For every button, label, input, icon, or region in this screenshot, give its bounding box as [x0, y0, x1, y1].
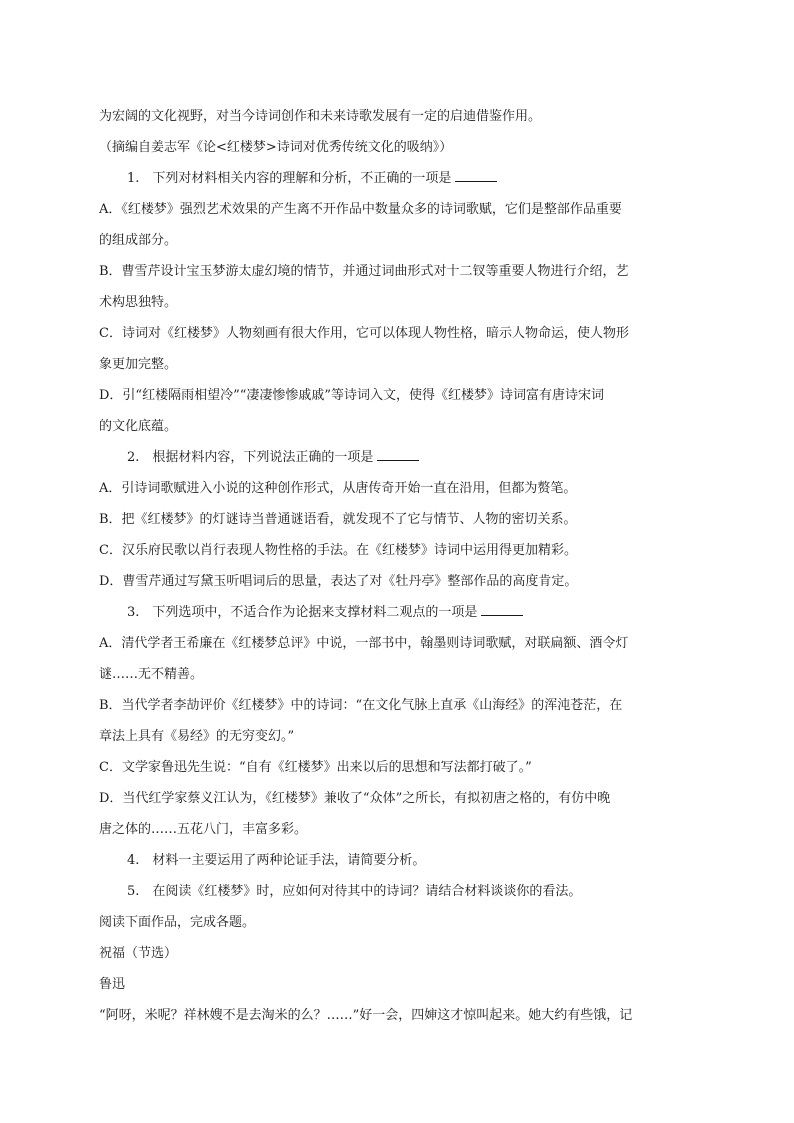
text-line — [99, 132, 695, 163]
line-text: 谜……无不精善。 — [99, 667, 204, 682]
line-text: 祝福（节选） — [99, 946, 178, 961]
answer-blank[interactable] — [455, 169, 497, 182]
line-text: 为宏阔的文化视野，对当今诗词创作和未来诗歌发展有一定的启迪借鉴作用。 — [99, 109, 542, 124]
line-text: 术构思独特。 — [99, 295, 178, 310]
question-line — [99, 876, 695, 907]
line-text: A．《红楼梦》强烈艺术效果的产生离不开作品中数量众多的诗词歌赋，它们是整部作品重要 — [99, 202, 622, 217]
answer-blank[interactable] — [377, 448, 419, 461]
question-line — [99, 163, 695, 194]
line-text: 2. 根据材料内容，下列说法正确的一项是 — [127, 450, 374, 465]
line-text: B．当代学者李劼评价《红楼梦》中的诗词：“在文化气脉上直承《山海经》的浑沌苍茫，在 — [99, 698, 623, 713]
line-text: 的组成部分。 — [99, 233, 178, 248]
line-text: A．引诗词歌赋进入小说的这种创作形式，从唐传奇开始一直在沿用，但都为赘笔。 — [99, 481, 577, 496]
text-line — [99, 938, 695, 969]
text-line — [99, 473, 695, 504]
text-line — [99, 225, 695, 256]
answer-blank[interactable] — [481, 603, 523, 616]
text-line — [99, 380, 695, 411]
question-line — [99, 597, 695, 628]
line-text: （摘编自姜志军《论<红楼梦>诗词对优秀传统文化的吸纳》） — [99, 140, 453, 155]
line-text: C．汉乐府民歌以肖行表现人物性格的手法。在《红楼梦》诗词中运用得更加精彩。 — [99, 543, 577, 558]
question-line — [99, 442, 695, 473]
text-line — [99, 752, 695, 783]
text-line — [99, 287, 695, 318]
text-line — [99, 566, 695, 597]
line-text: 章法上具有《易经》的无穷变幻。” — [99, 729, 295, 744]
line-text: 的文化底蕴。 — [99, 419, 178, 434]
text-line — [99, 814, 695, 845]
line-text: 5. 在阅读《红楼梦》时，应如何对待其中的诗词？请结合材料谈谈你的看法。 — [127, 884, 582, 899]
line-text: 3. 下列选项中，不适合作为论据来支撑材料二观点的一项是 — [127, 605, 478, 620]
document-body — [99, 101, 695, 1031]
line-text: “阿呀，米呢？祥林嫂不是去淘米的么？……”好一会，四婶这才惊叫起来。她大约有些饿，记 — [99, 1008, 633, 1023]
text-line — [99, 504, 695, 535]
line-text: 1. 下列对材料相关内容的理解和分析，不正确的一项是 — [127, 171, 452, 186]
text-line — [99, 101, 695, 132]
line-text: C．诗词对《红楼梦》人物刻画有很大作用，它可以体现人物性格，暗示人物命运，使人物形 — [99, 326, 629, 341]
text-line — [99, 194, 695, 225]
line-text: C．文学家鲁迅先生说：“自有《红楼梦》出来以后的思想和写法都打破了。” — [99, 760, 532, 775]
text-line — [99, 659, 695, 690]
text-line — [99, 1000, 695, 1031]
line-text: D．引“红楼隔雨相望冷”“凄凄惨惨戚戚”等诗词入文，使得《红楼梦》诗词富有唐诗宋词 — [99, 388, 605, 403]
text-line — [99, 628, 695, 659]
line-text: 象更加完整。 — [99, 357, 178, 372]
line-text: 阅读下面作品，完成各题。 — [99, 915, 256, 930]
line-text: B．把《红楼梦》的灯谜诗当普通谜语看，就发现不了它与情节、人物的密切关系。 — [99, 512, 577, 527]
text-line — [99, 690, 695, 721]
line-text: 4. 材料一主要运用了两种论证手法，请简要分析。 — [127, 853, 426, 868]
line-text: 唐之体的……五花八门，丰富多彩。 — [99, 822, 308, 837]
line-text: D．曹雪芹通过写黛玉听唱词后的思量，表达了对《牡丹亭》整部作品的高度肯定。 — [99, 574, 578, 589]
text-line — [99, 535, 695, 566]
line-text: 鲁迅 — [99, 977, 126, 992]
line-text: D．当代红学家蔡义江认为，《红楼梦》兼收了“众体”之所长，有拟初唐之格的，有仿中晚 — [99, 791, 611, 806]
text-line — [99, 349, 695, 380]
text-line — [99, 318, 695, 349]
text-line — [99, 907, 695, 938]
question-line — [99, 845, 695, 876]
text-line — [99, 783, 695, 814]
text-line — [99, 256, 695, 287]
line-text: B．曹雪芹设计宝玉梦游太虚幻境的情节，并通过词曲形式对十二钗等重要人物进行介绍，艺 — [99, 264, 629, 279]
text-line — [99, 969, 695, 1000]
text-line — [99, 411, 695, 442]
line-text: A．清代学者王希廉在《红楼梦总评》中说，一部书中，翰墨则诗词歌赋，对联扁额、酒令灯 — [99, 636, 629, 651]
text-line — [99, 721, 695, 752]
